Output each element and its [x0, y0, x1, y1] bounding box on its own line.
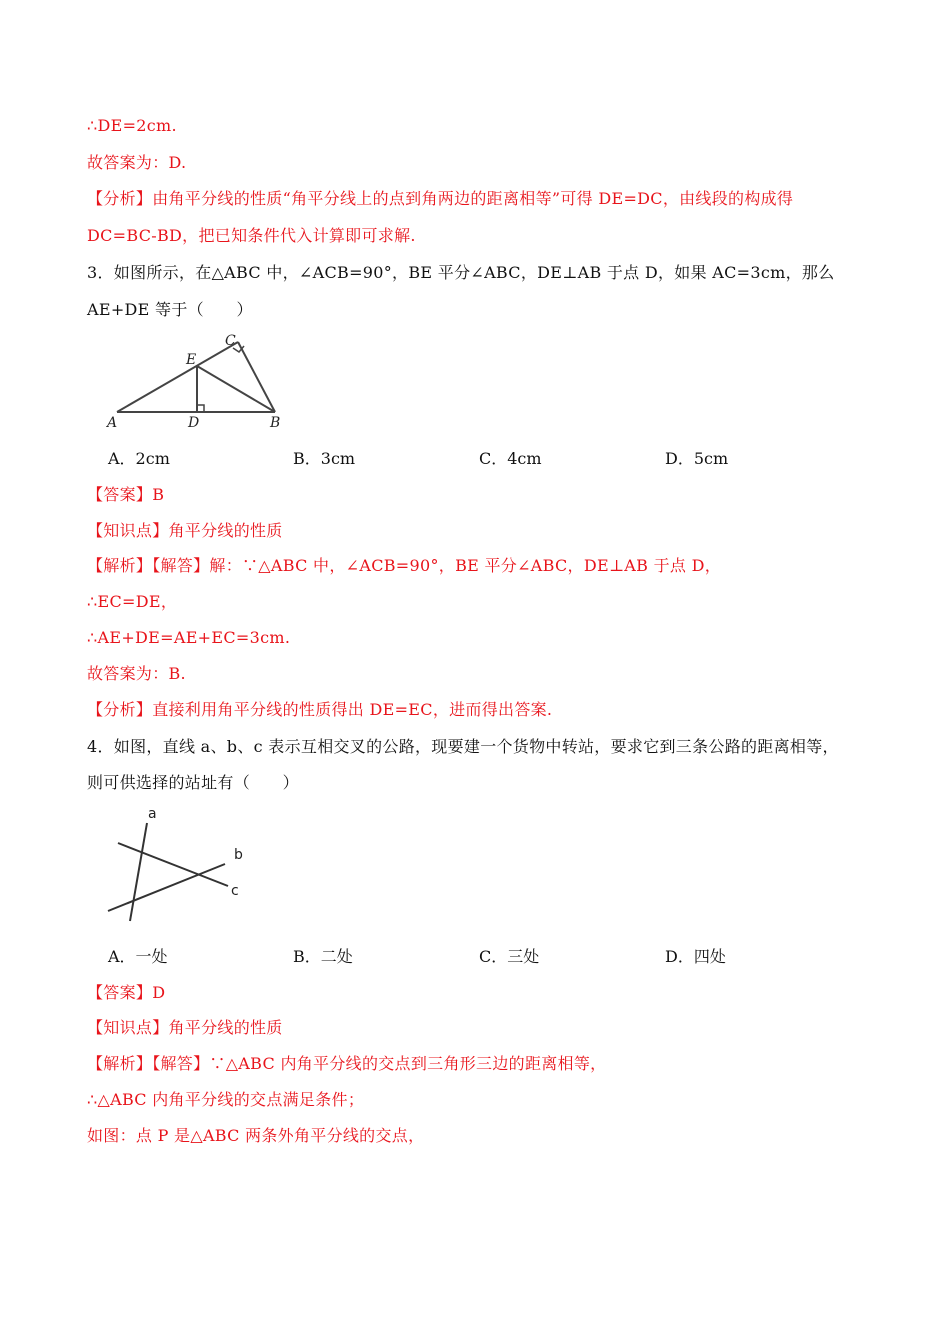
option-a: A．2cm [108, 449, 170, 468]
label-a: A [107, 415, 118, 431]
option-d: D．四处 [665, 947, 726, 966]
solution-line: 【解析】【解答】∵△ABC 内角平分线的交点到三角形三边的距离相等， [87, 1054, 607, 1073]
option-d: D．5cm [665, 449, 729, 468]
right-angle-mark-d [197, 405, 204, 412]
solution-line: ∴EC=DE， [87, 592, 178, 611]
knowledge-point: 【知识点】角平分线的性质 [87, 521, 283, 540]
solution-line: 如图：点 P 是△ABC 两条外角平分线的交点， [87, 1126, 425, 1145]
option-a: A．一处 [108, 947, 168, 966]
question-4-text: 则可供选择的站址有（ ） [87, 773, 299, 792]
analysis-line: 【分析】由角平分线的性质“角平分线上的点到角两边的距离相等”可得 DE=DC，由线段的构成得 [87, 189, 794, 208]
analysis-line: 【分析】直接利用角平分线的性质得出 DE=EC，进而得出答案. [87, 700, 553, 719]
analysis-line: DC=BC-BD，把已知条件代入计算即可求解. [87, 226, 416, 245]
road-c [118, 843, 228, 886]
answer-line: 【答案】D [87, 983, 166, 1002]
label-road-a: a [148, 806, 157, 822]
question-3-text: 3．如图所示，在△ABC 中，∠ACB=90°，BE 平分∠ABC，DE⊥AB 于点 D，如果 AC=3cm，那么 [87, 263, 835, 282]
answer-line: 【答案】B [87, 485, 165, 504]
label-e: E [186, 352, 197, 368]
segment-ac [117, 342, 238, 412]
option-b: B．3cm [293, 449, 356, 468]
option-b: B．二处 [293, 947, 353, 966]
text-line: ∴DE=2cm. [87, 116, 177, 135]
roads-figure [100, 803, 260, 928]
label-road-b: b [234, 847, 243, 863]
solution-line: ∴△ABC 内角平分线的交点满足条件； [87, 1090, 365, 1109]
question-3-text: AE+DE 等于（ ） [87, 300, 253, 319]
label-d: D [188, 415, 200, 431]
text-line: 故答案为：D. [87, 153, 187, 172]
triangle-figure [100, 328, 290, 434]
label-road-c: c [231, 883, 239, 899]
road-b [108, 864, 225, 911]
label-b: B [270, 415, 281, 431]
solution-line: ∴AE+DE=AE+EC=3cm. [87, 628, 291, 647]
label-c: C [225, 333, 236, 349]
solution-line: 【解析】【解答】解：∵△ABC 中，∠ACB=90°，BE 平分∠ABC，DE⊥AB 于点 D， [87, 556, 722, 575]
option-c: C．4cm [479, 449, 542, 468]
question-4-text: 4．如图，直线 a、b、c 表示互相交叉的公路，现要建一个货物中转站，要求它到三条公路的距离相等， [87, 737, 839, 756]
solution-line: 故答案为：B. [87, 664, 186, 683]
option-c: C．三处 [479, 947, 540, 966]
knowledge-point: 【知识点】角平分线的性质 [87, 1018, 283, 1037]
road-a [130, 823, 147, 921]
